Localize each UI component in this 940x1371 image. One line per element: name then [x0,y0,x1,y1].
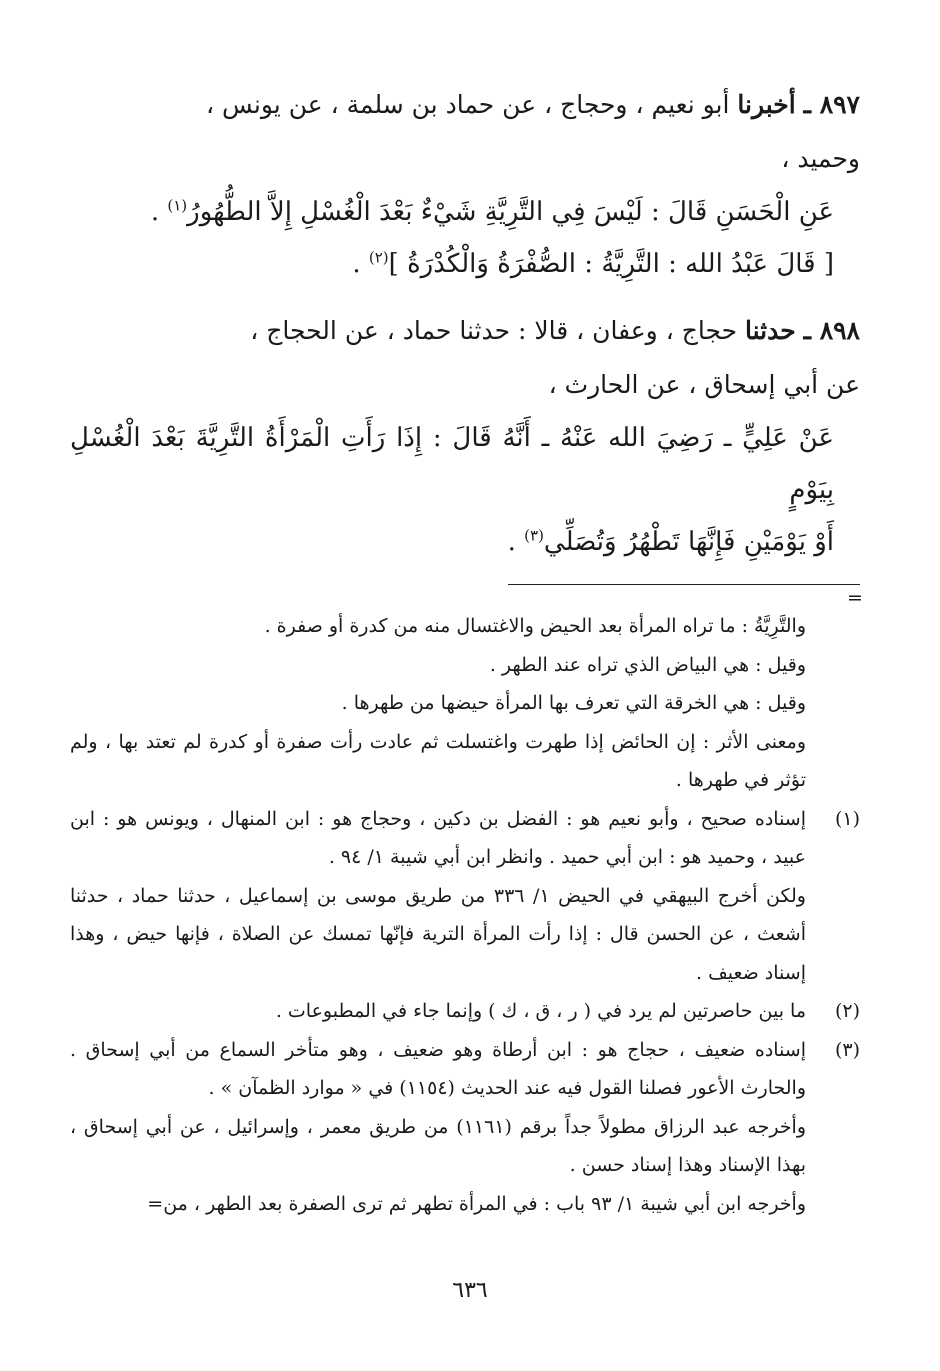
continuation-mark: = [847,587,863,609]
footnote-number: (٢) [834,1000,860,1022]
hadith-chain-text: أبو نعيم ، وحجاج ، عن حماد بن سلمة ، عن يونس ، [206,90,730,119]
hadith-897 [70,78,860,290]
footnote-line: والتَّرِيَّةُ : ما تراه المرأة بعد الحيض والاغتسال منه من كدرة أو صفرة . [264,615,806,637]
matn-line: [ قَالَ عَبْدُ الله : التَّرِيَّةُ : الصُّفْرَةُ وَالْكُدْرَةُ ] [388,249,834,279]
footnotes [70,607,860,1223]
hadith-chain [70,304,860,412]
hadith-chain [70,78,860,186]
footnote-number: (٣) [834,1038,860,1061]
matn-line: عَنِ الْحَسَنِ قَالَ : لَيْسَ فِي التَّرِيَّةِ شَيْءٌ بَعْدَ الْغُسْلِ إِلاَّ الطُّهُورُ [187,197,834,227]
footnote-ref: (٢) [368,248,389,267]
footnote-ref: (٣) [524,526,544,545]
matn-line: عَنْ عَلِيٍّ ـ رَضِيَ الله عَنْهُ ـ أَنَّهُ قَالَ : إِذَا رَأَتِ الْمَرْأَةُ التَّرِيَّةَ بَعْدَ الْغُسْلِ بِيَوْمٍ [70,423,834,505]
footnote-paragraph: ولكن أخرج البيهقي في الحيض ١/ ٣٣٦ من طريق موسى بن إسماعيل ، حدثنا حماد ، حدثنا أشعث ، عن الحسن قال : إذا رأت المرأة الترية فإنّها تمسك عن الصلاة ، فإنها حيض ، وهذا إسناد ضعيف . [70,884,806,984]
hadith-chain-text: عن أبي إسحاق ، عن الحارث ، [548,370,860,399]
hadith-chain-text: وحميد ، [781,144,860,173]
hadith-chain-text: حجاج ، وعفان ، قالا : حدثنا حماد ، عن الحجاج ، [250,316,738,345]
footnote-1 [70,800,860,993]
footnote-paragraph: وأخرجه ابن أبي شيبة ١/ ٩٣ باب : في المرأة تطهر ثم ترى الصفرة بعد الطهر ، من= [147,1192,806,1215]
hadith-matn: عَنْ عَلِيٍّ ـ رَضِيَ الله عَنْهُ ـ أَنَّهُ قَالَ : إِذَا رَأَتِ الْمَرْأَةُ التَّرِيَّةَ بَعْدَ الْغُسْلِ بِيَوْمٍ أَوْ يَوْمَيْنِ فَإِنَّهَا تَطْهُرُ وَتُصَلِّي$^{(٣)}$ . [70,423,834,557]
footnote-paragraph: وأخرجه عبد الرزاق مطولاً جداً برقم (١١٦١) من طريق معمر ، وإسرائيل ، عن أبي إسحاق ، بهذا الإسناد وهذا إسناد حسن . [70,1115,807,1176]
footnote-divider [508,584,860,585]
footnote-line: وقيل : هي الخرقة التي تعرف بها المرأة حيضها من طهرها . [341,692,806,714]
footnote-line: ومعنى الأثر : إن الحائض إذا طهرت واغتسلت ثم عادت رأت صفرة أو كدرة لم تعتد بها ، ولم تؤثر في طهرها . [70,730,806,791]
hadith-verb: أخبرنا [737,90,796,119]
hadith-verb: حدثنا [745,316,796,345]
hadith-898 [70,304,860,568]
footnote-continuation [70,607,860,800]
footnote-paragraph: إسناده ضعيف ، حجاج هو : ابن أرطاة وهو ضعيف ، وهو متأخر السماع من أبي إسحاق . والحارث الأعور فصلنا القول فيه عند الحديث (١١٥٤) في « موارد الظمآن » . [70,1038,806,1099]
footnote-ref: (١) [167,196,188,215]
page-number: ٦٣٦ [452,1278,488,1303]
book-page [70,78,863,1328]
footnote-line: وقيل : هي البياض الذي تراه عند الطهر . [489,653,806,676]
footnote-paragraph: إسناده صحيح ، وأبو نعيم هو : الفضل بن دكين ، وحجاج هو : ابن المنهال ، ويونس هو : ابن عبيد ، وحميد هو : ابن أبي حميد . وانظر ابن أبي شيبة ١/ ٩٤ . [70,807,806,868]
footnote-2 [70,992,860,1031]
matn-line: أَوْ يَوْمَيْنِ فَإِنَّهَا تَطْهُرُ وَتُصَلِّي [543,527,834,557]
hadith-number: ٨٩٧ ـ [803,90,860,119]
hadith-matn: عَنِ الْحَسَنِ قَالَ : لَيْسَ فِي التَّرِيَّةِ شَيْءٌ بَعْدَ الْغُسْلِ إِلاَّ الطُّهُورُ$^{(١)}$ . [ قَالَ عَبْدُ الله : التَّرِيَّةُ : الصُّفْرَةُ وَالْكُدْرَةُ ]$^{(٢)}$ . [150,196,834,279]
hadith-number: ٨٩٨ ـ [803,316,860,345]
footnote-3 [70,1031,860,1224]
footnote-number: (١) [834,807,860,830]
footnote-paragraph: ما بين حاصرتين لم يرد في ( ر ، ق ، ك ) وإنما جاء في المطبوعات . [275,1000,806,1022]
